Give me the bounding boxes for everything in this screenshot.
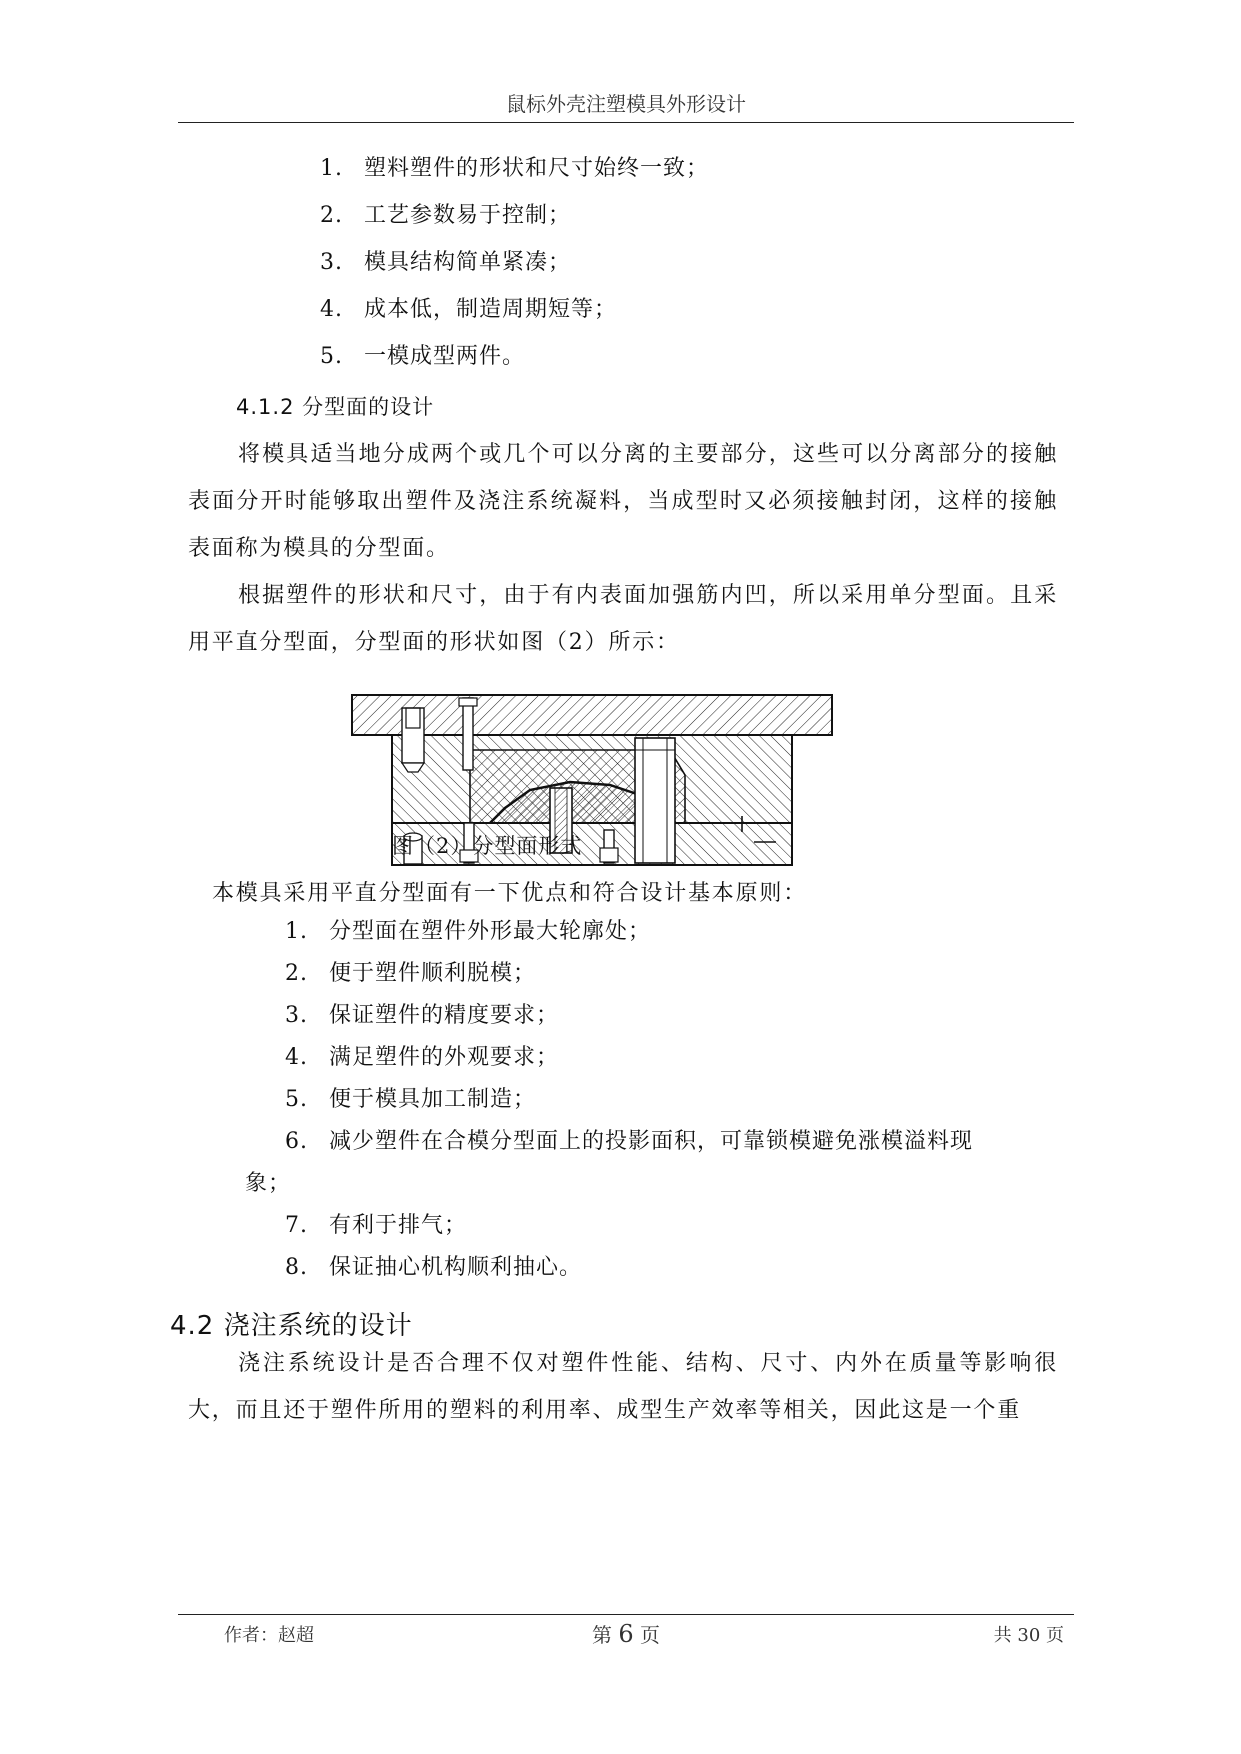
- list-number: 3.: [285, 1003, 308, 1028]
- list-text: 保证塑件的精度要求；: [329, 1003, 560, 1028]
- list-text: 成本低，制造周期短等；: [364, 297, 618, 322]
- list-text: 有利于排气；: [329, 1213, 468, 1238]
- list-number: 8.: [285, 1255, 308, 1280]
- list-number: 2.: [285, 961, 308, 986]
- list-item: [320, 292, 617, 323]
- list-item: [285, 1124, 973, 1155]
- list-item: [285, 1082, 536, 1113]
- paragraph-advantages-intro: 本模具采用平直分型面有一下优点和符合设计基本原则：: [212, 881, 808, 906]
- list-item: [320, 151, 709, 182]
- paragraph-parting-surface-choice: 根据塑件的形状和尺寸，由于有内表面加强筋内凹，所以采用单分型面。且采用平直分型面，分型面的形状如图（2）所示：: [188, 583, 1058, 655]
- list-item: [320, 339, 525, 370]
- page-prefix: 第: [592, 1623, 612, 1647]
- list-text: 工艺参数易于控制；: [364, 203, 572, 228]
- list-item: [285, 1250, 582, 1281]
- page-header: [178, 86, 1074, 123]
- list-text: 满足塑件的外观要求；: [329, 1045, 560, 1070]
- list-text: 减少塑件在合模分型面上的投影面积，可靠锁模避免涨模溢料现: [329, 1129, 974, 1154]
- list-number: 4.: [320, 297, 343, 322]
- list-number: 5.: [285, 1087, 308, 1112]
- list-item: [285, 1208, 467, 1239]
- list-number: 3.: [320, 250, 343, 275]
- list-text: 模具结构简单紧凑；: [364, 250, 572, 275]
- footer-page-number: [178, 1619, 1074, 1648]
- footer-author: 作者：赵超: [224, 1625, 314, 1646]
- list-number: 6.: [285, 1129, 308, 1154]
- list-text: 象；: [245, 1171, 292, 1196]
- list-number: 2.: [320, 203, 343, 228]
- list-item: [320, 245, 571, 276]
- list-text: 塑料塑件的形状和尺寸始终一致；: [364, 156, 710, 181]
- list-item: [285, 998, 559, 1029]
- list-number: 4.: [285, 1045, 308, 1070]
- section-heading-4-1-2: 4.1.2 分型面的设计: [236, 395, 435, 419]
- list-text: 一模成型两件。: [364, 344, 526, 369]
- paragraph-gating-system: 浇注系统设计是否合理不仅对塑件性能、结构、尺寸、内外在质量等影响很大，而且还于塑件所用的塑料的利用率、成型生产效率等相关，因此这是一个重: [188, 1351, 1058, 1423]
- list-item: [285, 914, 651, 945]
- section-heading-4-2: 4.2 浇注系统的设计: [170, 1311, 413, 1341]
- list-number: 1.: [285, 919, 308, 944]
- page-number: 6: [618, 1620, 634, 1648]
- list-item: [285, 1040, 559, 1071]
- page-footer: [178, 1614, 1074, 1655]
- list-number: 1.: [320, 156, 343, 181]
- list-text: 分型面在塑件外形最大轮廓处；: [329, 919, 652, 944]
- figure-caption: 图（2）分型面形式: [392, 834, 583, 858]
- list-number: 5.: [320, 344, 343, 369]
- list-text: 便于模具加工制造；: [329, 1087, 537, 1112]
- list-number: 7.: [285, 1213, 308, 1238]
- list-item: [320, 198, 571, 229]
- list-item-continuation: [245, 1166, 291, 1197]
- list-text: 保证抽心机构顺利抽心。: [329, 1255, 583, 1280]
- page-suffix: 页: [640, 1623, 660, 1647]
- list-item: [285, 956, 536, 987]
- list-text: 便于塑件顺利脱模；: [329, 961, 537, 986]
- paragraph-parting-surface-definition: 将模具适当地分成两个或几个可以分离的主要部分，这些可以分离部分的接触表面分开时能够取出塑件及浇注系统凝料，当成型时又必须接触封闭，这样的接触表面称为模具的分型面。: [188, 442, 1058, 561]
- footer-total-pages: 共 30 页: [993, 1625, 1064, 1646]
- header-title: 鼠标外壳注塑模具外形设计: [506, 92, 746, 116]
